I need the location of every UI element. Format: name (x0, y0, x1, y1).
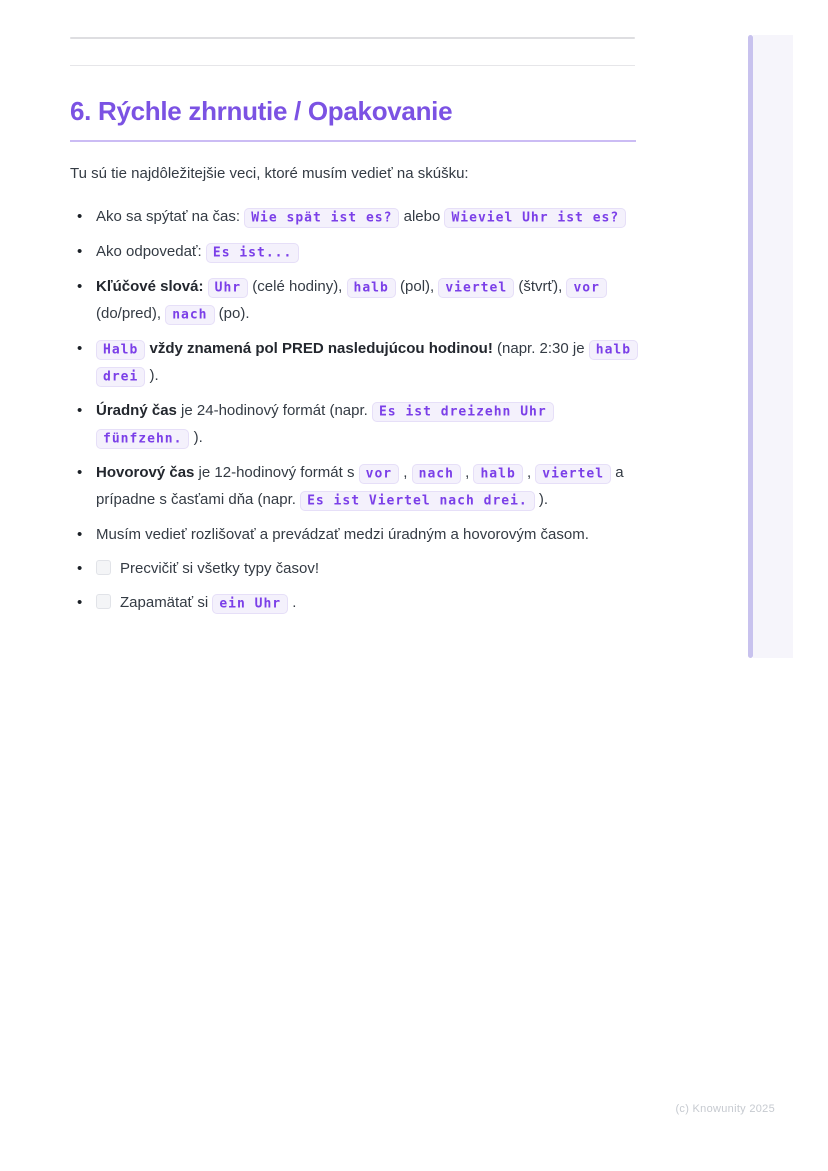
inline-code-badge: viertel (535, 464, 611, 484)
list-item (70, 204, 636, 231)
summary-list (70, 204, 636, 617)
text-segment: (štvrť), (514, 278, 567, 295)
text-segment: (napr. 2:30 je (492, 340, 589, 357)
list-item (70, 398, 636, 452)
bold-text-segment: Hovorový čas (96, 464, 195, 481)
list-item (70, 239, 636, 266)
scrollbar-thumb[interactable] (748, 35, 753, 658)
copyright-notice: (c) Knowunity 2025 (675, 1103, 775, 1115)
text-segment: (celé hodiny), (248, 278, 347, 295)
text-segment: (po). (214, 305, 250, 322)
scrollbar-track[interactable] (753, 35, 793, 658)
text-segment: Precvičiť si všetky typy časov! (120, 560, 320, 577)
text-segment: , (522, 464, 536, 481)
list-item (70, 590, 636, 617)
text-segment: Ako sa spýtať na čas: (96, 208, 245, 225)
inline-code-badge: halb (473, 464, 522, 484)
text-segment: (pol), (395, 278, 439, 295)
inline-code-badge: Es ist... (206, 243, 299, 263)
horizontal-divider (70, 65, 635, 66)
text-segment: Musím vedieť rozlišovať a prevádzať medzi úradným a hovorovým časom. (96, 526, 589, 543)
inline-code-badge: nach (165, 305, 214, 325)
list-item (70, 460, 636, 514)
todo-checkbox[interactable] (96, 560, 111, 575)
list-item (70, 336, 636, 390)
text-segment: Ako odpovedať: (96, 243, 206, 260)
table-bottom-border (70, 37, 635, 39)
inline-code-badge: halb (347, 278, 396, 298)
inline-code-badge: vor (566, 278, 606, 298)
heading-underline (70, 140, 636, 142)
text-segment: . (288, 594, 297, 611)
inline-code-badge: Es ist dreizehn Uhr fünfzehn. (96, 402, 554, 449)
section-heading: 6. Rýchle zhrnutie / Opakovanie (70, 96, 453, 126)
inline-code-badge: halb drei (96, 340, 638, 387)
document-content (70, 95, 636, 625)
text-segment: a prípadne s časťami dňa (napr. (96, 464, 624, 508)
list-item (70, 556, 636, 582)
text-segment: ). (534, 491, 549, 508)
text-segment: je 24-hodinový formát (napr. (176, 402, 372, 419)
text-segment: je 12-hodinový formát s (194, 464, 359, 481)
text-segment: alebo (399, 208, 445, 225)
bold-text-segment: Úradný čas (96, 402, 177, 419)
text-segment: , (460, 464, 474, 481)
todo-checkbox[interactable] (96, 594, 111, 609)
intro-paragraph: Tu sú tie najdôležitejšie veci, ktoré musím vedieť na skúšku: (70, 165, 469, 182)
text-segment: ). (145, 367, 159, 384)
bold-text-segment: vždy znamená pol PRED nasledujúcou hodinou! (145, 340, 493, 357)
text-segment: (do/pred), (96, 305, 166, 322)
inline-code-badge: Wieviel Uhr ist es? (444, 208, 626, 228)
inline-code-badge: Uhr (208, 278, 248, 298)
text-segment: ). (189, 429, 203, 446)
text-segment: Zapamätať si (120, 594, 213, 611)
list-item (70, 522, 636, 548)
inline-code-badge: vor (359, 464, 399, 484)
inline-code-badge: ein Uhr (212, 594, 288, 614)
bold-text-segment: Kľúčové slová: (96, 278, 208, 295)
inline-code-badge: nach (412, 464, 461, 484)
text-segment: , (399, 464, 412, 481)
inline-code-badge: viertel (438, 278, 514, 298)
inline-code-badge: Halb (96, 340, 145, 360)
list-item (70, 274, 636, 328)
inline-code-badge: Wie spät ist es? (244, 208, 399, 228)
inline-code-badge: Es ist Viertel nach drei. (300, 491, 535, 511)
